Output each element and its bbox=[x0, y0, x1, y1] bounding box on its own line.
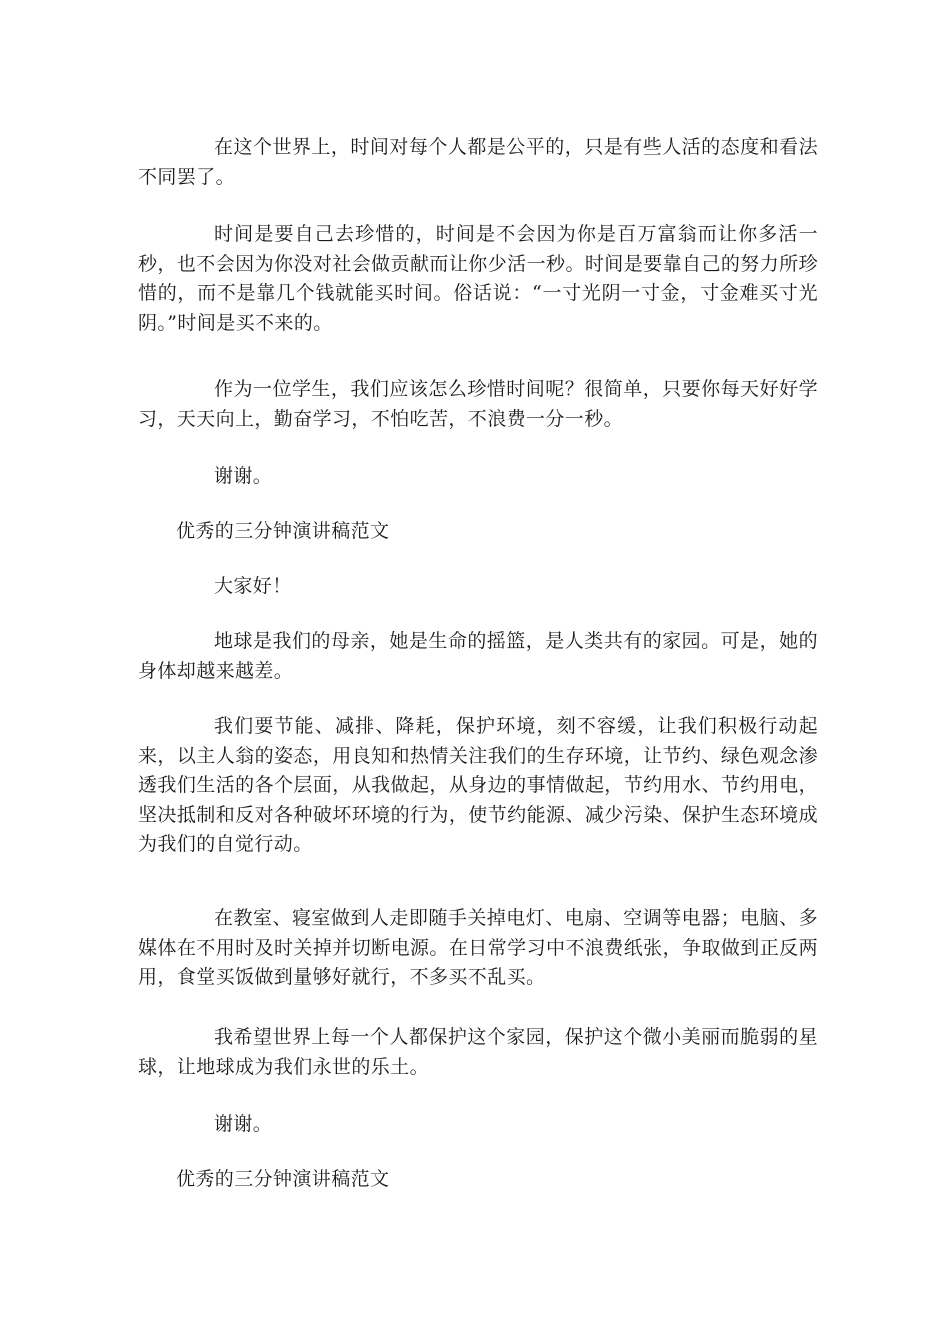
paragraph-thanks-2: 谢谢。 bbox=[214, 1113, 273, 1135]
paragraph-save-energy: 我们要节能、减排、降耗，保护环境，刻不容缓，让我们积极行动起来，以主人翁的姿态，用良知和热情关注我们的生存环境，让节约、绿色观念渗透我们生活的各个层面，从我做起，从身边的事情做起，节约用水、节约用电，坚决抵制和反对各种破坏环境的行为，使节约能源、减少污染、保护生态环境成为我们的自觉行动。 bbox=[138, 715, 818, 855]
section-heading-2: 优秀的三分钟演讲稿范文 bbox=[176, 1168, 390, 1190]
paragraph-greeting: 大家好！ bbox=[214, 575, 292, 597]
paragraph-hope: 我希望世界上每一个人都保护这个家园，保护这个微小美丽而脆弱的星球，让地球成为我们永世的乐土。 bbox=[138, 1026, 818, 1078]
paragraph-cherish-time: 时间是要自己去珍惜的，时间是不会因为你是百万富翁而让你多活一秒，也不会因为你没对社会做贡献而让你少活一秒。时间是要靠自己的努力所珍惜的，而不是靠几个钱就能买时间。俗话说：“一寸光阴一寸金，寸金难买寸光阴。”时间是买不来的。 bbox=[138, 223, 818, 334]
paragraph-earth-mother: 地球是我们的母亲，她是生命的摇篮，是人类共有的家园。可是，她的身体却越来越差。 bbox=[138, 630, 818, 682]
section-heading-1: 优秀的三分钟演讲稿范文 bbox=[176, 520, 390, 542]
paragraph-time-fairness: 在这个世界上，时间对每个人都是公平的，只是有些人活的态度和看法不同罢了。 bbox=[138, 136, 818, 188]
paragraph-classroom: 在教室、寝室做到人走即随手关掉电灯、电扇、空调等电器；电脑、多媒体在不用时及时关掉并切断电源。在日常学习中不浪费纸张，争取做到正反两用，食堂买饭做到量够好就行，不多买不乱买。 bbox=[138, 907, 818, 988]
paragraph-thanks-1: 谢谢。 bbox=[214, 465, 273, 487]
paragraph-student-time: 作为一位学生，我们应该怎么珍惜时间呢？很简单，只要你每天好好学习，天天向上，勤奋学习，不怕吃苦，不浪费一分一秒。 bbox=[138, 378, 818, 430]
